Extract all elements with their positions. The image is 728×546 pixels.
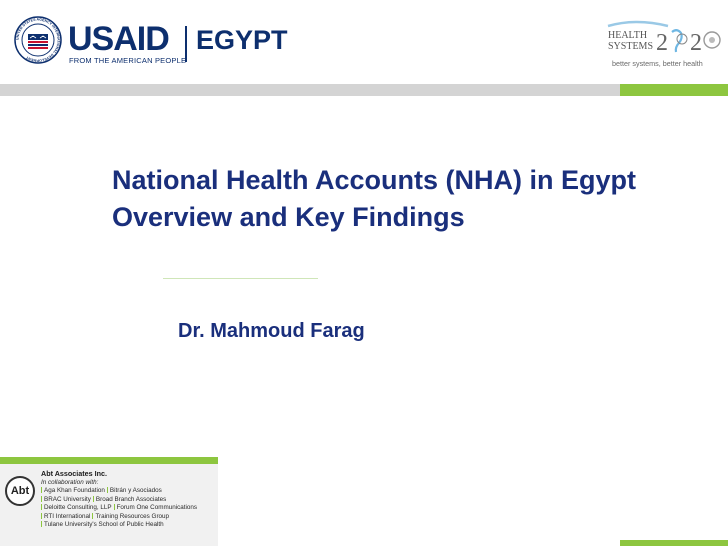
hs-year-digit-a: 2 <box>656 30 668 56</box>
title-line-1: National Health Accounts (NHA) in Egypt <box>112 165 637 195</box>
title-divider <box>163 278 318 279</box>
footer-rule-green <box>0 457 218 464</box>
header-rule-grey <box>0 84 620 96</box>
hs-name-line1: HEALTH <box>608 30 648 41</box>
partner-row <box>41 496 217 504</box>
header-rule-green <box>620 84 728 96</box>
hs-name-line2: SYSTEMS <box>608 41 654 52</box>
partner-name: Aga Khan Foundation <box>44 487 105 495</box>
author-name: Dr. Mahmoud Farag <box>178 320 365 342</box>
partner-row <box>41 521 217 529</box>
partner-name: RTI International <box>44 512 91 520</box>
abt-logo: Abt <box>5 476 35 506</box>
hs-tagline: better systems, better health <box>612 59 703 68</box>
partner-name: Bitrán y Asociados <box>109 487 162 495</box>
partner-name: Training Resources Group <box>95 512 170 520</box>
partner-row <box>41 513 217 521</box>
title-line-2: Overview and Key Findings <box>112 202 465 232</box>
seal-text: UNITED STATES AGENCY INTERNATIONAL DEVELOPMENT <box>15 17 61 63</box>
partner-row <box>41 487 217 495</box>
partner-name: Deloitte Consulting, LLP <box>44 504 112 512</box>
usaid-tagline: FROM THE AMERICAN PEOPLE <box>69 56 187 65</box>
partner-name: Broad Branch Associates <box>95 495 167 503</box>
usaid-seal-icon <box>14 16 62 64</box>
health-systems-logo <box>606 20 724 60</box>
country-name: EGYPT <box>196 25 288 55</box>
slide-title <box>112 162 636 236</box>
partners-heading: Abt Associates Inc. <box>41 469 108 478</box>
hs-year-digit-b: 2 <box>690 30 702 56</box>
usaid-wordmark: USAID <box>68 20 169 58</box>
partner-name: Forum One Communications <box>116 504 198 512</box>
partners-block <box>0 464 218 546</box>
partner-name: BRAC University <box>44 495 91 503</box>
partner-name: Tulane University's School of Public Health <box>44 521 164 529</box>
partner-row <box>41 504 217 512</box>
partners-subheading: In collaboration with: <box>41 479 99 486</box>
footer-rule-green-right <box>620 540 728 546</box>
